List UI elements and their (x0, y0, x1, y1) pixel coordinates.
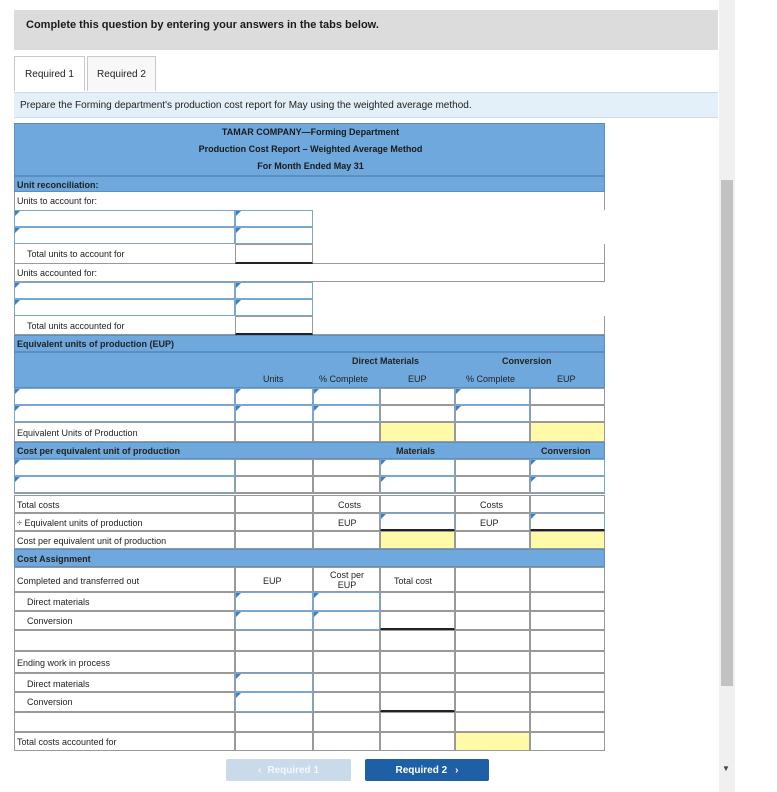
units-to-account-label: Units to account for: (17, 196, 98, 206)
ewip-dm-eup-input[interactable] (235, 673, 313, 692)
ewip-total-value (380, 712, 455, 732)
materials-header: Materials (396, 446, 436, 456)
cpe-blank-3 (455, 531, 530, 549)
ending-wip-label: Ending work in process (17, 658, 111, 668)
eup-column-headers (14, 352, 605, 388)
report-header (14, 123, 605, 176)
tca-blank-1 (235, 732, 313, 751)
ct-conv-cpe-input[interactable] (313, 611, 380, 630)
cost-row2-materials-input[interactable] (380, 476, 455, 493)
ct-dm-total (380, 592, 455, 611)
ewip-blank-1 (235, 651, 313, 673)
scrollbar-thumb[interactable] (721, 180, 733, 686)
chevron-left-icon: ‹ (257, 764, 262, 776)
tab-required-2[interactable]: Required 2 (87, 56, 156, 91)
chevron-right-icon: › (455, 764, 459, 776)
units-header: Units (263, 374, 284, 384)
ca-total-cost-header-cell (380, 567, 455, 592)
total-costs-accounted-label: Total costs accounted for (17, 737, 117, 747)
scroll-down-arrow-icon[interactable]: ▼ (722, 764, 730, 773)
eup-row1-label-input[interactable] (14, 388, 235, 405)
banner-text: Complete this question by entering your answers in the tabs below. (26, 19, 379, 31)
div-eup-label: ÷ Equivalent units of production (17, 518, 143, 528)
cost-row1-label-input[interactable] (14, 459, 235, 476)
eu-units-cell (235, 422, 313, 442)
ewip-conv-label: Conversion (27, 697, 73, 707)
tc-blank (235, 495, 313, 513)
ewip-blank-2 (313, 651, 380, 673)
cost-per-eup-section-label: Cost per equivalent unit of production (17, 446, 180, 456)
question-instruction: Prepare the Forming department's production cost report for May using the weighted average method. (14, 92, 718, 118)
next-button-label: Required 2 (395, 764, 448, 776)
ct-conv-blank-2 (530, 611, 605, 630)
div-conv-eup-label-cell (455, 513, 530, 531)
tca-blank-2 (313, 732, 380, 751)
ct-dm-eup-input[interactable] (235, 592, 313, 611)
ca-blank-1 (455, 567, 530, 592)
equivalent-units-row (14, 422, 235, 442)
cost-row2-conversion-input[interactable] (530, 476, 605, 493)
cost-row1-blank-1 (235, 459, 313, 476)
units-to-account-input-1[interactable] (14, 210, 235, 227)
dm-costs-label: Costs (338, 500, 362, 510)
cost-per-eup-row (14, 531, 235, 549)
ct-dm-row (14, 592, 235, 611)
ewip-conv-blank-1 (455, 692, 530, 712)
ct-conv-total (380, 611, 455, 630)
units-to-account-value-1[interactable] (235, 210, 313, 227)
ct-dm-label: Direct materials (27, 597, 90, 607)
tc-conv-value (530, 495, 605, 513)
tca-blank-4 (530, 732, 605, 751)
ewip-conv-blank-2 (530, 692, 605, 712)
cost-per-eup-label: Cost per equivalent unit of production (17, 536, 167, 546)
cost-row1-conversion-input[interactable] (530, 459, 605, 476)
eup-row2-dm-eup (380, 405, 455, 422)
next-required-2-button[interactable] (365, 759, 489, 781)
ct-dm-blank-2 (530, 592, 605, 611)
cpe-blank-2 (313, 531, 380, 549)
ewip-conv-total (380, 692, 455, 712)
ewip-total-blank-2 (313, 712, 380, 732)
cost-row2-blank-2 (313, 476, 380, 493)
ct-total-blank-4 (530, 630, 605, 651)
cpe-dm-value (380, 531, 455, 549)
ewip-total-blank-1 (235, 712, 313, 732)
ewip-total-row (14, 712, 235, 732)
eu-dm-pct-cell (313, 422, 380, 442)
units-to-account-input-2[interactable] (14, 227, 235, 244)
ct-total-blank-2 (313, 630, 380, 651)
eup-row1-conv-eup (530, 388, 605, 405)
cost-row2-label-input[interactable] (14, 476, 235, 493)
eup-row2-units-input[interactable] (235, 405, 313, 422)
ca-eup-header: EUP (263, 576, 282, 586)
ewip-dm-blank-2 (530, 673, 605, 692)
ewip-conv-eup-input[interactable] (235, 692, 313, 712)
cpe-blank-1 (235, 531, 313, 549)
units-to-account-value-2[interactable] (235, 227, 313, 244)
ewip-blank-5 (530, 651, 605, 673)
cpe-conv-value (530, 531, 605, 549)
eup-row1-conv-pct-input[interactable] (455, 388, 530, 405)
tc-dm-costs-label-cell (313, 495, 380, 513)
ewip-dm-total (380, 673, 455, 692)
ca-eup-header-cell (235, 567, 313, 592)
unit-reconciliation-label: Unit reconciliation: (17, 180, 99, 190)
tc-conv-costs-label-cell (455, 495, 530, 513)
report-title: Production Cost Report – Weighted Average Method (198, 144, 423, 154)
ct-dm-blank-1 (455, 592, 530, 611)
eu-conv-total (530, 422, 605, 442)
div-dm-eup-label-cell (313, 513, 380, 531)
report-period: For Month Ended May 31 (257, 161, 364, 171)
ct-conv-row (14, 611, 235, 630)
ewip-dm-cpe (313, 673, 380, 692)
eup-row2-dm-pct-input[interactable] (313, 405, 380, 422)
prev-button-label: Required 1 (267, 764, 320, 776)
equivalent-units-label: Equivalent Units of Production (17, 428, 138, 438)
eu-conv-pct-cell (455, 422, 530, 442)
cost-assignment-label: Cost Assignment (17, 554, 91, 564)
eup-row1-dm-eup (380, 388, 455, 405)
units-to-account-row (14, 192, 605, 210)
total-units-to-account-value (235, 244, 313, 264)
total-costs-accounted-row (14, 732, 235, 751)
units-accounted-value-1[interactable] (235, 282, 313, 299)
ca-cost-per-eup-header: Cost per EUP (329, 570, 364, 590)
ct-total-row (14, 630, 235, 651)
units-accounted-row (14, 264, 605, 282)
tc-dm-value (380, 495, 455, 513)
ewip-dm-row (14, 673, 235, 692)
conversion-col-header: Conversion (541, 446, 591, 456)
ct-total-value (380, 630, 455, 651)
ewip-dm-blank-1 (455, 673, 530, 692)
total-costs-accounted-value (455, 732, 530, 751)
total-units-to-account-label: Total units to account for (27, 249, 125, 259)
dm-eup-header: EUP (408, 374, 427, 384)
total-costs-label: Total costs (17, 500, 60, 510)
ewip-total-blank-3 (455, 712, 530, 732)
tab-required-1[interactable]: Required 1 (14, 56, 85, 91)
eup-row2-conv-pct-input[interactable] (455, 405, 530, 422)
eup-row1-dm-pct-input[interactable] (313, 388, 380, 405)
eup-row1-units-input[interactable] (235, 388, 313, 405)
ewip-dm-label: Direct materials (27, 679, 90, 689)
ct-conv-label: Conversion (27, 616, 73, 626)
ct-conv-blank-1 (455, 611, 530, 630)
total-units-accounted-value (235, 316, 313, 335)
prev-required-1-button[interactable] (226, 759, 351, 781)
div-eup-row (14, 513, 235, 531)
dm-pct-complete-header: % Complete (319, 374, 369, 384)
ewip-conv-row (14, 692, 235, 712)
ewip-blank-4 (455, 651, 530, 673)
ewip-conv-cpe (313, 692, 380, 712)
cost-row1-blank-3 (455, 459, 530, 476)
dm-div-eup-label: EUP (338, 518, 357, 528)
completed-transferred-row (14, 567, 235, 592)
units-accounted-input-2[interactable] (14, 299, 235, 316)
units-accounted-label: Units accounted for: (17, 268, 98, 278)
eup-section-header (14, 335, 605, 352)
direct-materials-header: Direct Materials (352, 356, 420, 366)
conv-costs-label: Costs (480, 500, 504, 510)
cost-assignment-header (14, 549, 605, 567)
conv-eup-header: EUP (557, 374, 576, 384)
units-accounted-input-1[interactable] (14, 282, 235, 299)
conversion-header: Conversion (502, 356, 552, 366)
unit-reconciliation-header (14, 176, 605, 192)
ewip-total-blank-4 (530, 712, 605, 732)
ending-wip-row (14, 651, 235, 673)
eup-row2-label-input[interactable] (14, 405, 235, 422)
conv-div-eup-label: EUP (480, 518, 499, 528)
eup-row2-conv-eup (530, 405, 605, 422)
ct-conv-eup-input[interactable] (235, 611, 313, 630)
total-costs-row (14, 495, 235, 513)
units-accounted-value-2[interactable] (235, 299, 313, 316)
ewip-blank-3 (380, 651, 455, 673)
ca-total-cost-header: Total cost (394, 576, 433, 586)
ct-total-blank-1 (235, 630, 313, 651)
tca-blank-3 (380, 732, 455, 751)
div-blank (235, 513, 313, 531)
div-conv-input[interactable] (530, 513, 605, 531)
eu-dm-total (380, 422, 455, 442)
completed-transferred-label: Completed and transferred out (17, 576, 140, 586)
ct-total-blank-3 (455, 630, 530, 651)
conv-pct-complete-header: % Complete (466, 374, 516, 384)
div-dm-input[interactable] (380, 513, 455, 531)
ca-blank-2 (530, 567, 605, 592)
company-title: TAMAR COMPANY—Forming Department (221, 127, 400, 137)
total-units-accounted-label: Total units accounted for (27, 321, 125, 331)
cost-row2-blank-1 (235, 476, 313, 493)
cost-row2-blank-3 (455, 476, 530, 493)
eup-section-label: Equivalent units of production (EUP) (17, 339, 174, 349)
cost-row1-blank-2 (313, 459, 380, 476)
ca-cpe-header-cell (313, 567, 380, 592)
cost-per-eup-header (14, 442, 605, 459)
cost-row1-materials-input[interactable] (380, 459, 455, 476)
ct-dm-cpe-input[interactable] (313, 592, 380, 611)
